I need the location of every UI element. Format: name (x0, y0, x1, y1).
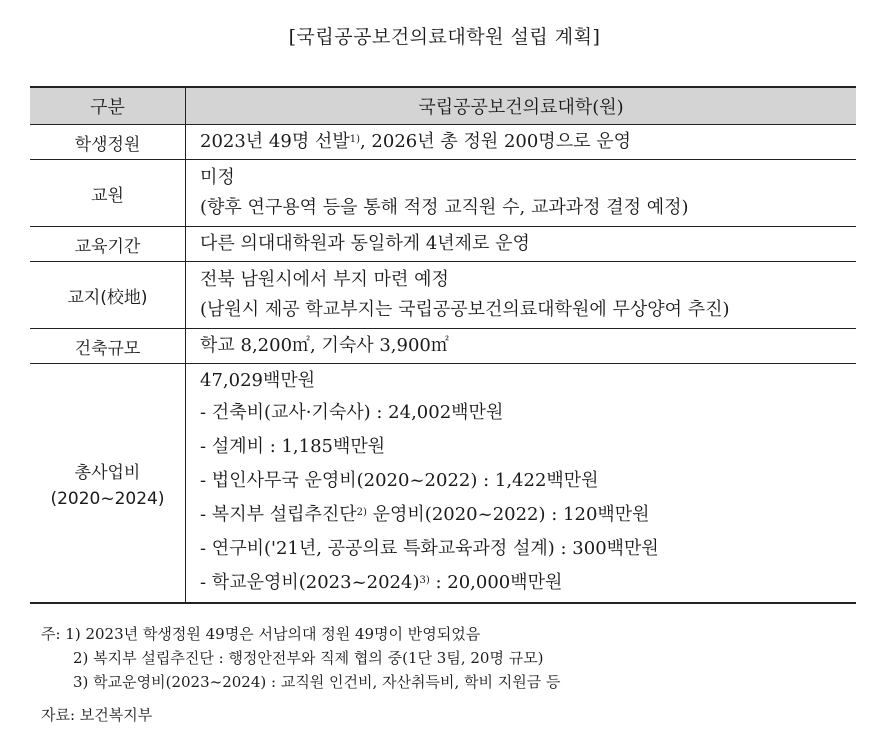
table-header-row (30, 87, 856, 125)
footnote-marker: 1) (349, 134, 360, 145)
table-row (30, 125, 856, 160)
table-row (30, 227, 856, 262)
row-content: 미정 (향후 연구용역 등을 통해 적정 교직원 수, 교과과정 결정 예정) (186, 160, 857, 227)
row-label: 교육기간 (30, 227, 186, 262)
header-category: 구분 (30, 87, 186, 125)
table-row (30, 364, 856, 604)
header-content: 국립공공보건의료대학(원) (186, 87, 857, 125)
footnote-1: 주: 1) 2023년 학생정원 49명은 서남의대 정원 49명이 반영되었음 (41, 625, 481, 643)
row-content: 2023년 49명 선발$^{1)}$, 2026년 총 정원 200명으로 운영 (186, 125, 857, 160)
footnote-3: 3) 학교운영비(2023~2024) : 교직원 인건비, 자산취득비, 학비 지원금 등 (73, 673, 561, 691)
row-label: 총사업비 (2020~2024) (30, 364, 186, 604)
table-row (30, 160, 856, 227)
row-label: 교원 (30, 160, 186, 227)
row-content: 전북 남원시에서 부지 마련 예정 (남원시 제공 학교부지는 국립공공보건의료대학원에 무상양여 추진) (186, 262, 857, 329)
plan-table (30, 86, 856, 604)
table-row (30, 262, 856, 329)
footnote-2: 2) 복지부 설립추진단 : 행정안전부와 직제 협의 중(1단 3팀, 20명 규모) (73, 649, 544, 667)
source-note: 자료: 보건복지부 (41, 706, 153, 724)
row-content: 학교 8,200㎡, 기숙사 3,900㎡ (186, 329, 857, 364)
row-content: 다른 의대대학원과 동일하게 4년제로 운영 (186, 227, 857, 262)
footnote-marker: 2) (356, 507, 367, 518)
table-row (30, 329, 856, 364)
footnotes (41, 622, 561, 694)
row-label: 건축규모 (30, 329, 186, 364)
footnote-marker: 3) (419, 575, 430, 586)
row-label: 학생정원 (30, 125, 186, 160)
row-content: 47,029백만원 - 건축비(교사·기숙사) : 24,002백만원 - 설계비 : 1,185백만원 - 법인사무국 운영비(2020~2022) : 1,422백만원 - 복지부 설립추진단$^{2)}$ 운영비(2020~2022) : 120백만원 - 연구비('21년, 공공의료 특화교육과정 설계) : 300백만원 - 학교운영비(2023~2024)$^{3)}$ : 20,000백만원 (186, 364, 857, 604)
page-title: [국립공공보건의료대학원 설립 계획] (288, 26, 601, 48)
row-label: 교지(校地) (30, 262, 186, 329)
